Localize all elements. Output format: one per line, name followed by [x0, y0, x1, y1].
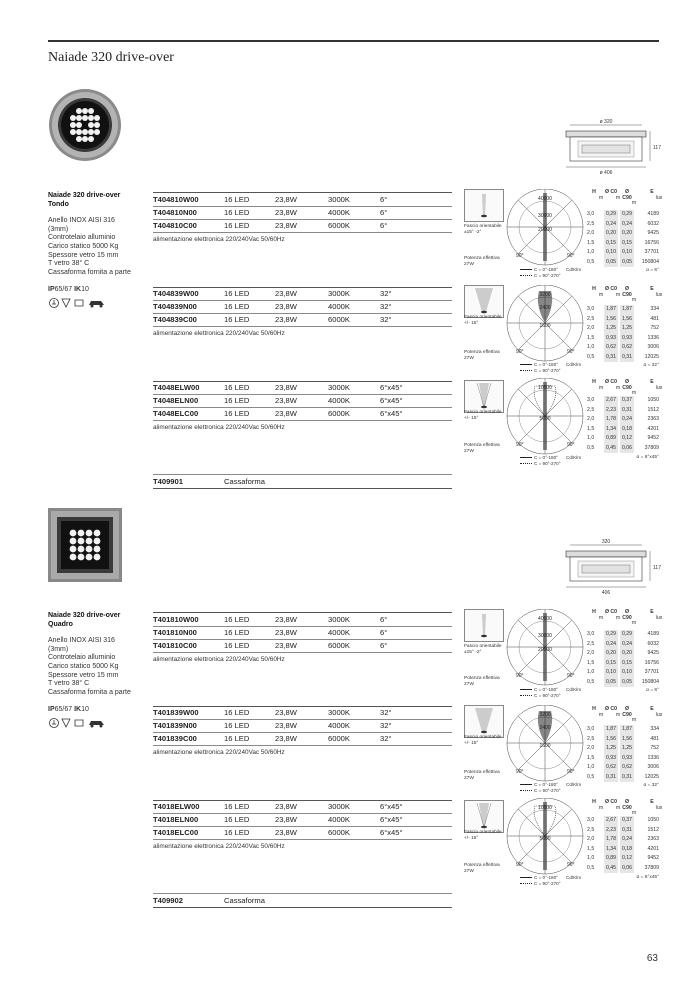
polar-angle: 90°	[516, 769, 524, 775]
desc-line: (3mm)	[48, 225, 69, 233]
potenza-label: Potenza effettiva 27W	[464, 770, 500, 781]
fascio-label: Fascio orientabile +/- 15°	[464, 315, 502, 326]
product-description	[48, 612, 148, 697]
polar-angle: 90°	[516, 862, 524, 868]
temperature-icon	[75, 300, 83, 306]
beam-diagram	[464, 380, 504, 413]
desc-line: T vetro 38° C	[48, 680, 90, 688]
polar-angle: 90°	[567, 769, 575, 775]
f-mark-icon	[62, 299, 70, 307]
product-row: T404839W00 16 LED 23,8W 3000K 32°	[153, 289, 392, 298]
page-number: 63	[646, 953, 658, 964]
product-row: T401810W00 16 LED 23,8W 3000K 6°	[153, 615, 388, 624]
fascio-label: Fascio orientabile ±15° -2°	[464, 644, 502, 655]
desc-line: Spessore vetro 15 mm	[48, 251, 119, 259]
polar-tick: 40000	[538, 616, 552, 622]
f-mark-icon	[62, 719, 70, 727]
polar-diagram	[505, 609, 585, 687]
desc-subtitle: Quadro	[48, 620, 73, 628]
ip-rating: IP65/67 IK10	[48, 706, 89, 713]
polar-tick: 5000	[539, 416, 551, 422]
desc-line: Carico statico 5000 Kg	[48, 662, 119, 670]
height-label: 117	[653, 565, 661, 571]
height-label: 117	[653, 145, 661, 151]
product-row: T401839W00 16 LED 23,8W 3000K 32°	[153, 708, 392, 717]
product-row: T4018ELN00 16 LED 23,8W 4000K 6°x45°	[153, 815, 403, 824]
product-row: T4018ELW00 16 LED 23,8W 3000K 6°x45°	[153, 802, 403, 811]
polar-tick: 5000	[539, 836, 551, 842]
polar-angle: 90°	[567, 442, 575, 448]
round-fixture-photo	[48, 88, 122, 162]
desc-title: Naiade 320 drive-over	[48, 192, 121, 199]
product-description	[48, 192, 148, 277]
product-row: T404810W00 16 LED 23,8W 3000K 6°	[153, 195, 388, 204]
product-row: T404839C00 16 LED 23,8W 6000K 32°	[153, 315, 392, 324]
desc-line: Anello INOX AISI 316	[48, 637, 115, 645]
product-row: T401839N00 16 LED 23,8W 4000K 32°	[153, 721, 392, 730]
desc-line: (3mm)	[48, 645, 69, 653]
polar-angle: 90°	[516, 673, 524, 679]
drive-over-car-icon	[89, 301, 104, 305]
diameter-top-label: ø 320	[599, 119, 613, 125]
polar-tick: 40000	[538, 196, 552, 202]
polar-legend: C = 0°-180° Cd/Klm C = 90°-270°	[520, 875, 561, 887]
power-supply-note: alimentazione elettronica 220/240Vac 50/60Hz	[153, 236, 285, 243]
drive-over-car-icon	[89, 721, 104, 725]
polar-angle: 90°	[516, 442, 524, 448]
polar-diagram	[505, 189, 585, 267]
top-rule	[48, 40, 659, 42]
accessory-row: T409902 Cassaforma	[153, 896, 265, 905]
beam-diagram	[464, 609, 504, 642]
polar-diagram	[505, 378, 585, 456]
polar-legend: C = 0°-180° Cd/Klm C = 90°-270°	[520, 362, 561, 374]
polar-legend: C = 0°-180° Cd/Klm C = 90°-270°	[520, 455, 561, 467]
accessory-row: T409901 Cassaforma	[153, 477, 265, 486]
product-row: T404839N00 16 LED 23,8W 4000K 32°	[153, 302, 392, 311]
polar-angle: 90°	[567, 862, 575, 868]
product-row: T404810N00 16 LED 23,8W 4000K 6°	[153, 208, 388, 217]
product-row: T401839C00 16 LED 23,8W 6000K 32°	[153, 734, 392, 743]
polar-angle: 90°	[567, 673, 575, 679]
power-supply-note: alimentazione elettronica 220/240Vac 50/60Hz	[153, 656, 285, 663]
product-row: T4048ELW00 16 LED 23,8W 3000K 6°x45°	[153, 383, 403, 392]
beam-diagram	[464, 800, 504, 833]
temperature-icon	[75, 720, 83, 726]
desc-line: Controtelaio alluminio	[48, 234, 116, 242]
fascio-label: Fascio orientabile +/- 15°	[464, 830, 502, 841]
power-supply-note: alimentazione elettronica 220/240Vac 50/60Hz	[153, 843, 285, 850]
potenza-label: Potenza effettiva 27W	[464, 443, 500, 454]
potenza-label: Potenza effettiva 27W	[464, 350, 500, 361]
polar-tick: 3200	[539, 712, 551, 718]
beam-diagram	[464, 705, 504, 738]
beam-diagram	[464, 189, 504, 222]
polar-diagram	[505, 798, 585, 876]
desc-line: Cassaforma fornita a parte	[48, 268, 131, 276]
desc-line: Anello INOX AISI 316	[48, 217, 115, 225]
potenza-label: Potenza effettiva 27W	[464, 863, 500, 874]
fascio-label: Fascio orientabile ±15° -2°	[464, 224, 502, 235]
polar-angle: 90°	[516, 349, 524, 355]
page-title: Naiade 320 drive-over	[48, 50, 174, 65]
polar-legend: C = 0°-180° Cd/Klm C = 90°-270°	[520, 687, 561, 699]
polar-legend: C = 0°-180° Cd/Klm C = 90°-270°	[520, 782, 561, 794]
polar-angle: 90°	[567, 253, 575, 259]
product-row: T4048ELC00 16 LED 23,8W 6000K 6°x45°	[153, 409, 403, 418]
round-dimension-drawing	[556, 117, 666, 177]
potenza-label: Potenza effettiva 27W	[464, 676, 500, 687]
width-bottom-label: 406	[601, 590, 611, 596]
product-row: T404810C00 16 LED 23,8W 6000K 6°	[153, 221, 388, 230]
fascio-label: Fascio orientabile +/- 15°	[464, 735, 502, 746]
desc-title: Naiade 320 drive-over	[48, 612, 121, 619]
polar-tick: 30000	[538, 633, 552, 639]
square-dimension-drawing	[556, 537, 666, 597]
desc-line: Controtelaio alluminio	[48, 654, 116, 662]
polar-tick: 1600	[539, 323, 551, 329]
polar-tick: 1600	[539, 743, 551, 749]
polar-legend: C = 0°-180° Cd/Klm C = 90°-270°	[520, 267, 561, 279]
polar-tick: 20000	[538, 647, 552, 653]
power-supply-note: alimentazione elettronica 220/240Vac 50/60Hz	[153, 330, 285, 337]
polar-tick: 10000	[538, 805, 552, 811]
fascio-label: Fascio orientabile +/- 15°	[464, 410, 502, 421]
product-row: T4018ELC00 16 LED 23,8W 6000K 6°x45°	[153, 828, 403, 837]
certification-icons	[48, 717, 108, 729]
polar-tick: 2400	[539, 305, 551, 311]
polar-diagram	[505, 705, 585, 783]
polar-diagram	[505, 285, 585, 363]
desc-line: T vetro 38° C	[48, 260, 90, 268]
product-row: T401810C00 16 LED 23,8W 6000K 6°	[153, 641, 388, 650]
polar-tick: 20000	[538, 227, 552, 233]
certification-icons	[48, 297, 108, 309]
product-row: T401810N00 16 LED 23,8W 4000K 6°	[153, 628, 388, 637]
potenza-label: Potenza effettiva 27W	[464, 256, 500, 267]
polar-tick: 2400	[539, 725, 551, 731]
polar-tick: 30000	[538, 213, 552, 219]
product-row: T4048ELN00 16 LED 23,8W 4000K 6°x45°	[153, 396, 403, 405]
width-top-label: 320	[601, 539, 611, 545]
power-supply-note: alimentazione elettronica 220/240Vac 50/60Hz	[153, 749, 285, 756]
polar-angle: 90°	[567, 349, 575, 355]
diameter-bottom-label: ø 406	[599, 170, 613, 176]
polar-angle: 90°	[516, 253, 524, 259]
desc-line: Spessore vetro 15 mm	[48, 671, 119, 679]
power-supply-note: alimentazione elettronica 220/240Vac 50/60Hz	[153, 424, 285, 431]
desc-line: Carico statico 5000 Kg	[48, 242, 119, 250]
desc-line: Cassaforma fornita a parte	[48, 688, 131, 696]
ip-rating: IP65/67 IK10	[48, 286, 89, 293]
desc-subtitle: Tondo	[48, 200, 69, 208]
beam-diagram	[464, 285, 504, 318]
square-fixture-photo	[48, 508, 122, 582]
polar-tick: 10000	[538, 385, 552, 391]
polar-tick: 3200	[539, 292, 551, 298]
